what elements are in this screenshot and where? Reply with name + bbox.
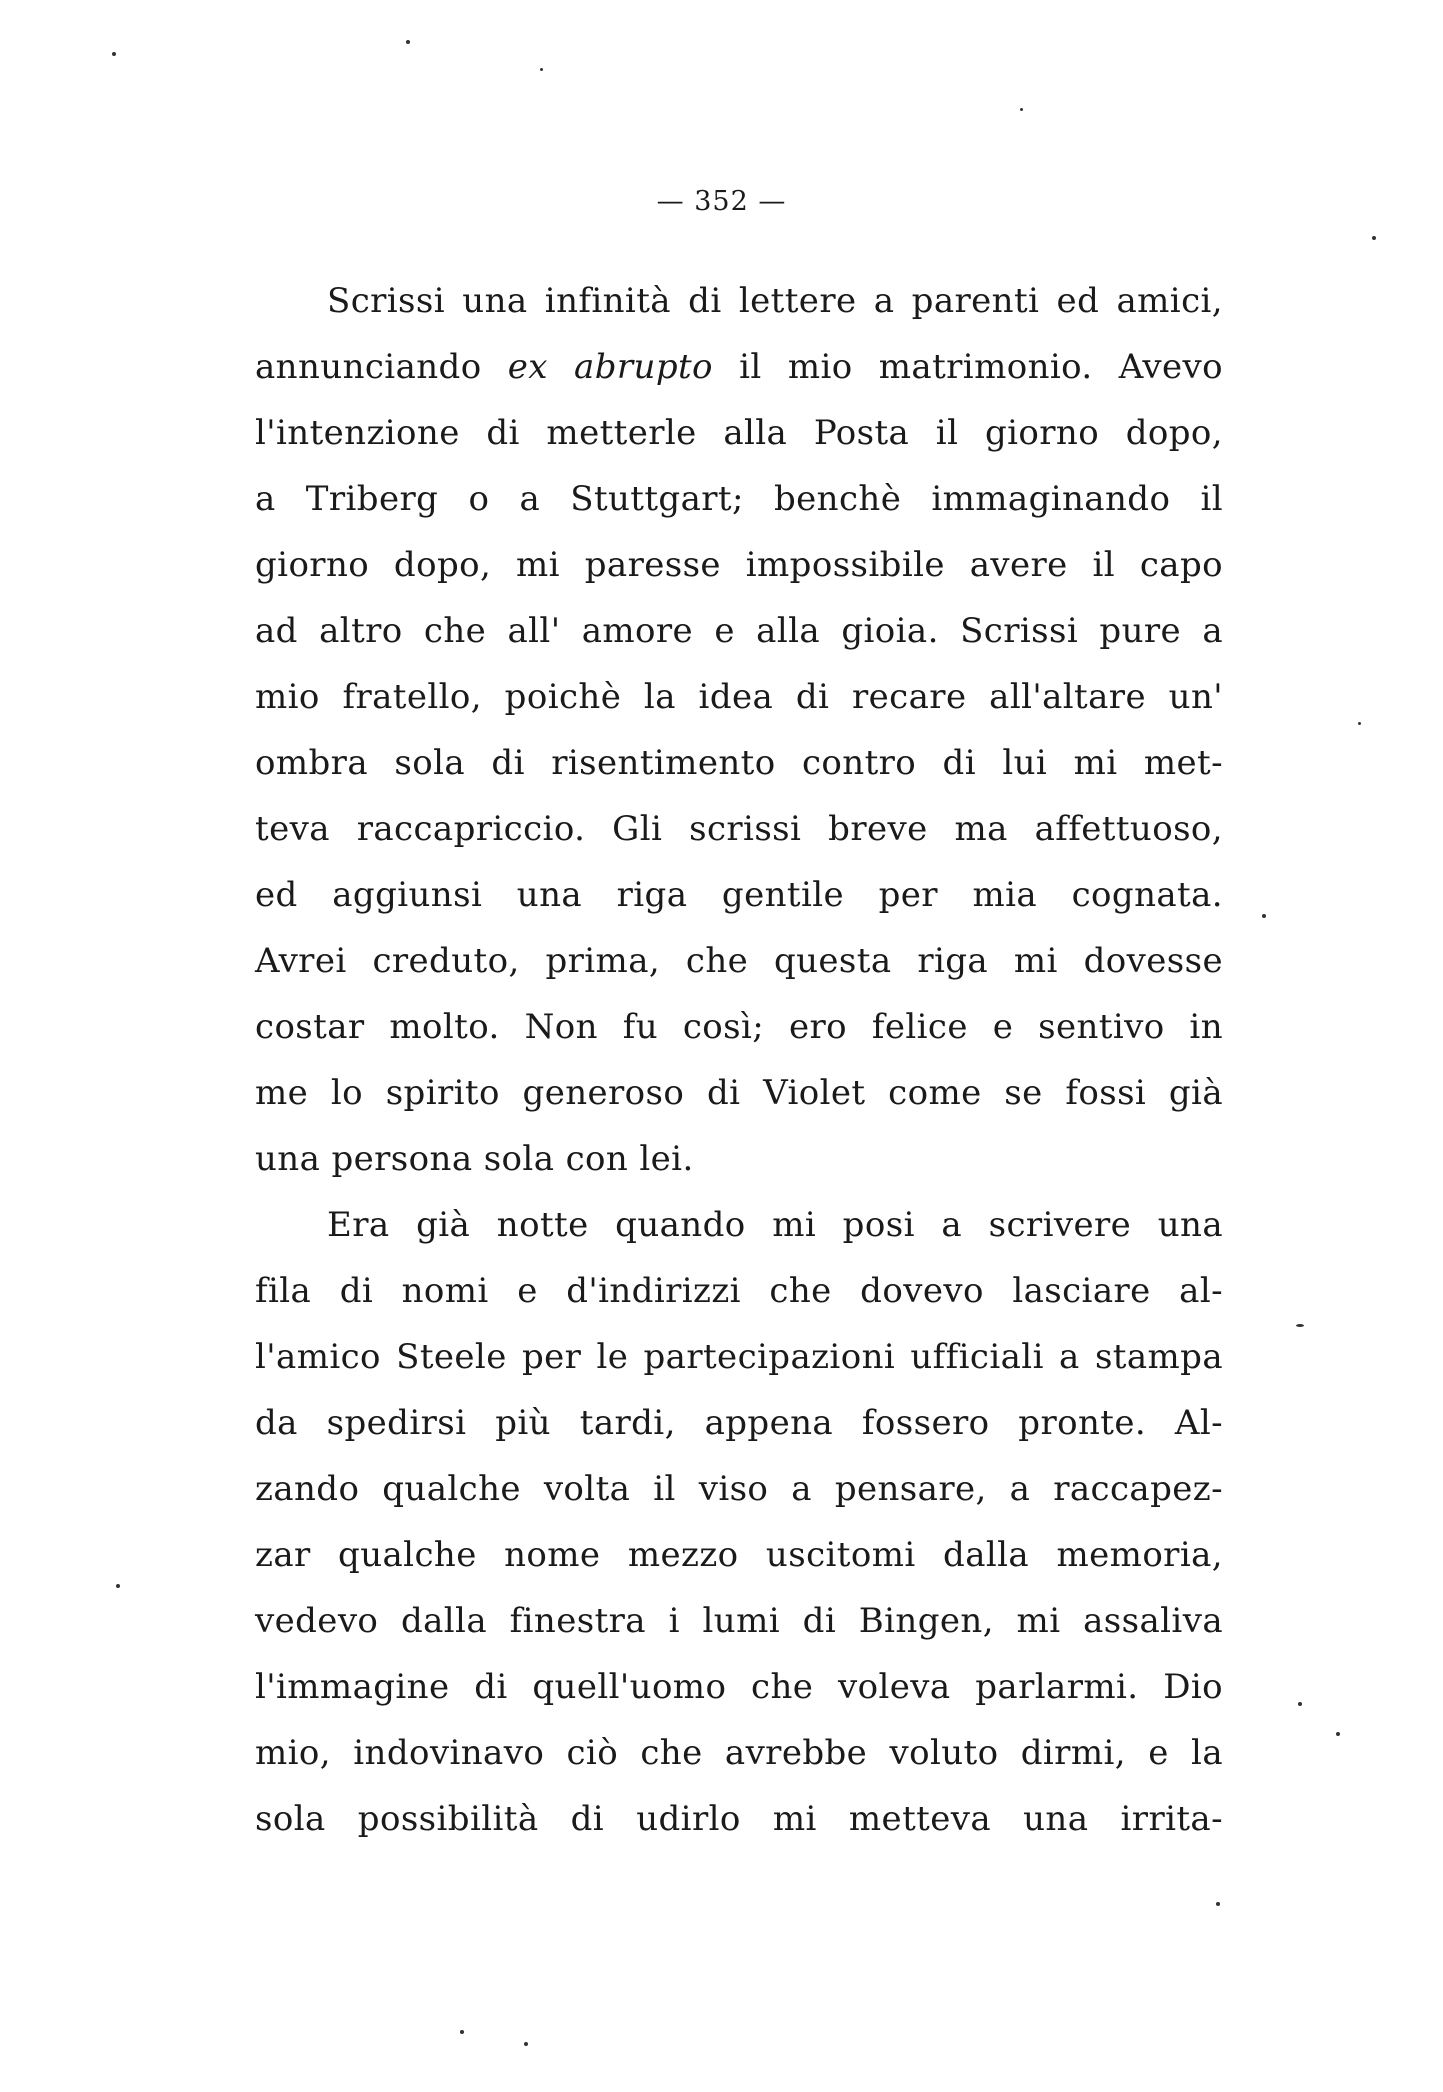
text-line: l'amico Steele per le partecipazioni ufficiali a stampa [255,1337,1223,1377]
text-line: una persona sola con lei. [255,1139,694,1179]
line-text: Era già notte quando mi posi a scrivere una [327,1205,1223,1245]
scan-speck [1358,722,1361,725]
text-line: vedevo dalla finestra i lumi di Bingen, mi assaliva [255,1601,1223,1641]
text-line: zar qualche nome mezzo uscitomi dalla memoria, [255,1535,1223,1575]
text-line: ad altro che all' amore e alla gioia. Scrissi pure a [255,611,1223,651]
scan-speck [460,2030,464,2034]
text-line: l'immagine di quell'uomo che voleva parlarmi. Dio [255,1667,1223,1707]
text-line: ed aggiunsi una riga gentile per mia cognata. [255,875,1223,915]
text-line: ombra sola di risentimento contro di lui mi met- [255,743,1223,783]
scan-speck [540,68,543,71]
line-text: Scrissi una infinità di lettere a parenti ed amici, [327,281,1223,321]
text-line: sola possibilità di udirlo mi metteva una irrita- [255,1799,1223,1839]
text-line: a Triberg o a Stuttgart; benchè immaginando il [255,479,1223,519]
text-line: costar molto. Non fu così; ero felice e sentivo in [255,1007,1223,1047]
text-line: mio, indovinavo ciò che avrebbe voluto dirmi, e la [255,1733,1223,1773]
paragraph-1 [255,268,1223,1192]
text-line: Avrei creduto, prima, che questa riga mi dovesse [255,941,1223,981]
text-line: da spedirsi più tardi, appena fossero pronte. Al- [255,1403,1223,1443]
scan-speck [1372,236,1376,240]
text-line: me lo spirito generoso di Violet come se fossi già [255,1073,1223,1113]
text-line: fila di nomi e d'indirizzi che dovevo lasciare al- [255,1271,1223,1311]
text-line: l'intenzione di metterle alla Posta il giorno dopo, [255,413,1223,453]
page-text [255,268,1223,1852]
text-line: teva raccapriccio. Gli scrissi breve ma affettuoso, [255,809,1223,849]
line-text: il mio matrimonio. Avevo [712,347,1223,387]
text-line: zando qualche volta il viso a pensare, a raccapez- [255,1469,1223,1509]
text-line [255,268,1223,334]
scan-speck [1020,108,1023,111]
scan-speck [116,1584,120,1588]
scan-speck [1296,1324,1304,1327]
italic-phrase: ex abrupto [507,347,713,387]
scan-speck [1262,914,1266,918]
line-text: annunciando [255,347,508,387]
paragraph-2 [255,1192,1223,1852]
scan-speck [524,2042,528,2046]
scan-speck [406,40,410,44]
scan-speck [1336,1732,1340,1736]
text-line: mio fratello, poichè la idea di recare all'altare un' [255,677,1223,717]
text-line: giorno dopo, mi paresse impossibile avere il capo [255,545,1223,585]
text-line [255,1192,1223,1258]
scan-speck [112,52,116,56]
text-line [255,334,1223,400]
scan-speck [1216,1902,1220,1906]
scan-speck [1298,1702,1302,1706]
page-number: — 352 — [656,186,787,217]
